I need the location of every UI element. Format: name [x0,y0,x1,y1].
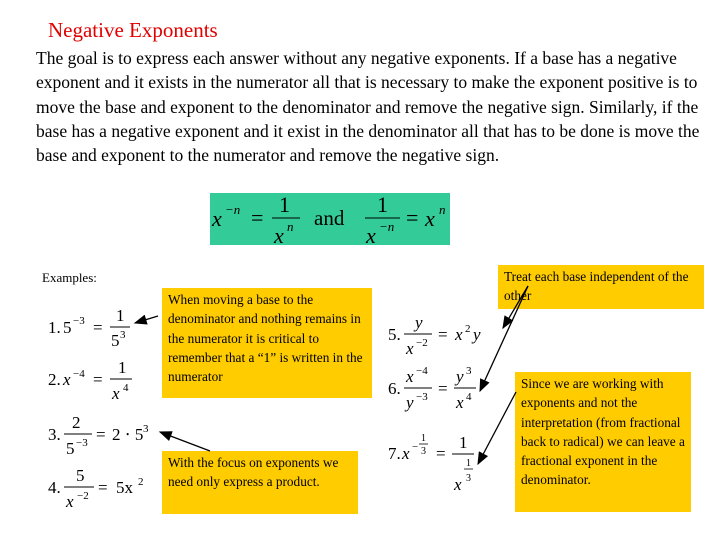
svg-text:6.: 6. [388,379,401,398]
svg-text:−4: −4 [73,368,85,380]
svg-text:x: x [406,367,414,386]
svg-text:3.: 3. [48,425,61,444]
svg-text:−3: −3 [73,315,85,327]
arrow-note3-to-ex5 [503,286,528,328]
svg-text:3: 3 [466,365,472,377]
example-4 [48,466,144,511]
svg-text:−2: −2 [416,337,428,349]
rule-eq: = [406,205,419,230]
rule-eq: = [251,205,264,230]
arrow-note3-to-ex6 [480,286,528,391]
svg-text:1: 1 [118,358,127,377]
svg-text:3: 3 [466,473,471,484]
rule-and: and [314,206,345,230]
arrow-note2-to-ex3 [160,432,210,451]
examples-label: Examples: [42,270,97,285]
svg-text:x: x [63,370,71,389]
svg-text:5x: 5x [116,478,133,497]
svg-text:3: 3 [143,423,149,435]
svg-text:1: 1 [116,306,125,325]
svg-text:5: 5 [66,439,75,458]
svg-text:x: x [112,384,120,403]
rule-one: 1 [377,193,388,217]
note-focus-exponents: With the focus on exponents we need only express a product. [162,451,358,514]
example-3 [48,413,149,458]
rule-x: x [425,206,435,231]
example-6 [388,365,476,412]
svg-text:y: y [473,325,481,344]
rule-x: x [212,206,222,231]
svg-text:=: = [98,478,108,497]
svg-text:x: x [402,444,410,463]
example-1 [48,306,130,350]
rule-one: 1 [279,193,290,217]
rule-x: x [274,223,284,245]
svg-text:y: y [415,313,423,332]
svg-text:7.: 7. [388,444,401,463]
svg-text:1: 1 [466,458,471,469]
rule-x: x [366,223,376,245]
svg-text:4.: 4. [48,478,61,497]
svg-text:=: = [438,325,448,344]
svg-text:y: y [456,367,464,386]
svg-text:2 ⋅ 5: 2 ⋅ 5 [112,425,144,444]
example-2 [48,358,132,403]
svg-text:−4: −4 [416,365,428,377]
svg-text:1.: 1. [48,318,61,337]
svg-text:x: x [66,492,74,511]
svg-text:y: y [406,393,414,412]
svg-text:5: 5 [111,331,120,350]
svg-text:x: x [454,475,462,494]
svg-text:4: 4 [466,391,472,403]
svg-text:x: x [456,393,464,412]
page-title: Negative Exponents [48,18,218,42]
svg-text:1: 1 [421,433,426,444]
svg-text:x: x [455,325,463,344]
note-fractional-exponent: Since we are working with exponents and not the interpretation (from fractional back to radical) we can leave a fractional exponent in the denominator. [515,372,691,512]
note-independent-bases: Treat each base independent of the other [498,265,704,309]
note-moving-base: When moving a base to the denominator and nothing remains in the numerator it is critical to remember that a “1” is written in the numerator [162,288,372,398]
svg-text:x: x [406,339,414,358]
rule-n: n [439,202,446,217]
svg-text:5: 5 [76,466,85,485]
svg-text:=: = [93,318,103,337]
rule-neg-n: −n [379,219,395,234]
svg-text:=: = [93,370,103,389]
svg-text:=: = [96,425,106,444]
svg-text:5.: 5. [388,325,401,344]
svg-text:3: 3 [120,329,126,341]
svg-text:2.: 2. [48,370,61,389]
svg-text:−2: −2 [77,490,89,502]
svg-text:=: = [438,379,448,398]
svg-text:−3: −3 [416,391,428,403]
svg-text:4: 4 [123,382,129,394]
svg-text:5: 5 [63,318,72,337]
arrow-note4-to-ex7 [478,392,516,464]
example-7 [388,433,474,494]
example-5 [388,313,481,358]
svg-text:2: 2 [72,413,81,432]
svg-text:3: 3 [421,446,426,457]
rule-n: n [287,219,294,234]
svg-text:2: 2 [465,323,471,335]
rule-neg-n: −n [225,202,241,217]
svg-text:−3: −3 [76,437,88,449]
svg-text:−: − [412,441,419,453]
intro-paragraph: The goal is to express each answer without any negative exponents. If a base has a negative exponent and it exists in the numerator all that is necessary to make the exponent positive is to move the base and exponent to the denominator and remove the negative sign. Similarly, if the base has a negative exponent and it exist in the denominator all that has to be done is move the base and exponent to the numerator and remove the negative sign. [36,48,700,166]
svg-text:=: = [436,444,446,463]
svg-text:2: 2 [138,476,144,488]
svg-text:1: 1 [459,433,468,452]
arrow-note1-to-ex1 [135,316,158,323]
